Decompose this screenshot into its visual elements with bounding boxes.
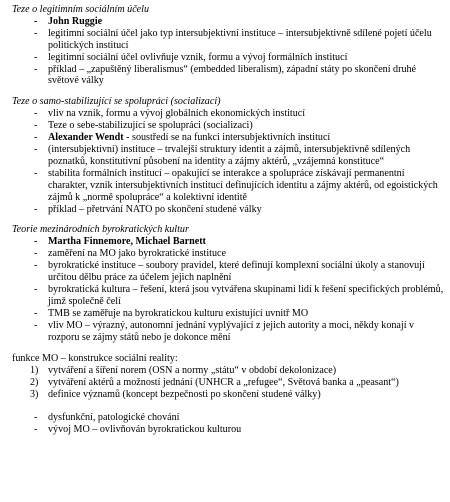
bullet-list: [12, 412, 444, 436]
list-item: - příklad – „zapuštěný liberalismus“ (embedded liberalism), západní státy po skončení druhé světové války: [12, 64, 444, 88]
numbered-item: [12, 365, 444, 377]
list-item: - dysfunkční, patologické chování: [12, 412, 444, 424]
list-item: - (intersubjektivní) instituce – trvalejší struktury identit a zájmů, intersubjektivně sdílených poznatků, konstitutivní působení na identity a zájmy aktérů, „vzájemná konstituce“: [12, 144, 444, 168]
author-name: Alexander Wendt: [48, 132, 124, 144]
section-legitimate-social-purpose: [12, 0, 444, 87]
list-item: - stabilita formálních institucí – opakující se interakce a spolupráce získávají permanentní charakter, vznik intersubjektivních institucí definujících identitu a zájmy aktérů, od egoistických zájmů k „normě spolupráce“ a kolektivní identitě: [12, 168, 444, 204]
item-text: definice významů (koncept bezpečnosti po skončení studené války): [48, 389, 321, 401]
section-self-stabilizing-cooperation: [12, 87, 444, 215]
item-text: vytváření aktérů a možností jednání (UNHCR a „refugee“, Světová banka a „peasant“): [48, 377, 399, 389]
list-item: - TMB se zaměřuje na byrokratickou kulturu existující uvnitř MO: [12, 308, 444, 320]
numbered-list: [12, 365, 444, 401]
spacer: [12, 401, 444, 412]
list-item: - zaměření na MO jako byrokratické instituce: [12, 248, 444, 260]
list-item: - byrokratická kultura – řešení, která jsou vytvářena skupinami lidí k řešení specifických problémů, jimž společně čelí: [12, 284, 444, 308]
item-number: 3): [30, 389, 39, 401]
list-item: - Martha Finnemore, Michael Barnett: [12, 236, 444, 248]
bullet-list: [12, 16, 444, 87]
list-item: - vývoj MO – ovlivňován byrokratickou kulturou: [12, 424, 444, 436]
item-text: vytváření a šíření norem (OSN a normy „státu“ v období dekolonizace): [48, 365, 337, 377]
item-number: 2): [30, 377, 39, 389]
list-item: [12, 132, 444, 144]
section-bureaucratic-cultures: [12, 215, 444, 343]
list-item: - příklad – přetrvání NATO po skončení studené války: [12, 204, 444, 216]
numbered-item: [12, 389, 444, 401]
section-heading: funkce MO – konstrukce sociální reality:: [12, 353, 178, 365]
section-io-functions: [12, 343, 444, 435]
list-item: - Teze o sebe-stabilizující se spolupráci (socializaci): [12, 120, 444, 132]
numbered-item: [12, 377, 444, 389]
bullet-list: [12, 236, 444, 343]
list-item: - John Ruggie: [12, 16, 444, 28]
list-item: - byrokratické instituce – soubory pravidel, které definují komplexní sociální úkoly a stanovují určitou dělbu práce za účelem jejich naplnění: [12, 260, 444, 284]
bullet-list: [12, 108, 444, 215]
section-title: Teze o legitimním sociálním účelu: [12, 4, 149, 15]
list-item: - legitimní sociální účel ovlivňuje vznik, formu a vývoj formálních institucí: [12, 52, 444, 64]
list-item: - vliv MO – výrazný, autonomní jednání vyplývající z jejich autority a moci, někdy konají v rozporu se zájmy států nebo je dokonce mění: [12, 320, 444, 344]
item-number: 1): [30, 365, 39, 377]
section-title: Teorie mezinárodních byrokratických kultur: [12, 224, 189, 236]
section-title: Teze o samo-stabilizující se spolupráci (socializaci): [12, 96, 221, 108]
list-item: - legitimní sociální účel jako typ intersubjektivní instituce – intersubjektivně sdílené pojetí účelu politických institucí: [12, 28, 444, 52]
item-text: - soustředí se na funkci intersubjektivních institucí: [123, 132, 331, 144]
list-item: - vliv na vznik, formu a vývoj globálních ekonomických institucí: [12, 108, 444, 120]
